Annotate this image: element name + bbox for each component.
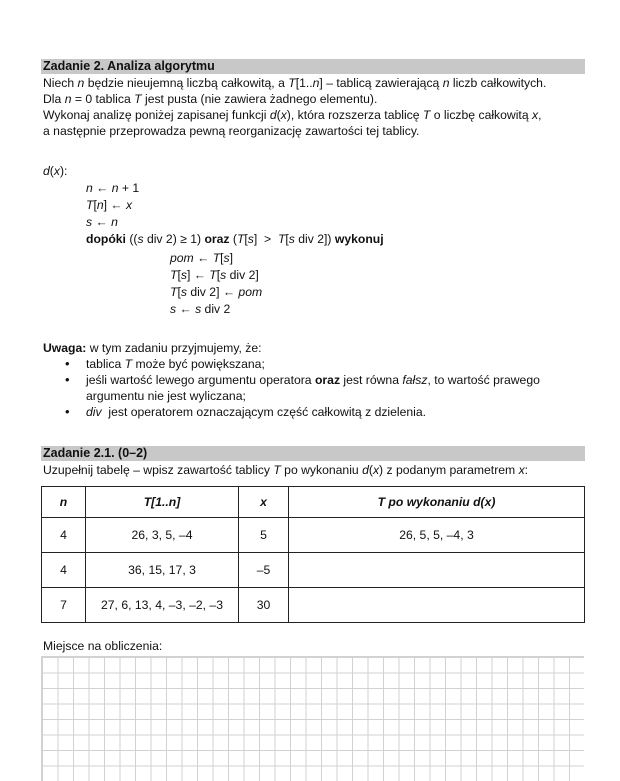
table-row <box>42 588 585 623</box>
cell-x: 5 <box>239 518 289 553</box>
cell-array: 36, 15, 17, 3 <box>86 553 239 588</box>
header-result: T po wykonaniu d(x) <box>289 487 585 518</box>
cell-n: 4 <box>42 518 86 553</box>
table-row <box>42 518 585 553</box>
header-array: T[1..n] <box>86 487 239 518</box>
table-row <box>42 553 585 588</box>
code-line-loop: dopóki ((s div 2) ≥ 1) oraz (T[s] > T[s div 2]) wykonuj <box>86 232 384 246</box>
loop-line-4: s ← s div 2 <box>170 302 231 316</box>
loop-line-1: pom ← T[s] <box>170 251 234 265</box>
code-line-1: n ← n + 1 <box>86 181 140 195</box>
intro-line-4: a następnie przeprowadza pewną reorganizację zawartości tej tablicy. <box>43 124 420 138</box>
cell-n: 4 <box>42 553 86 588</box>
answer-cell[interactable] <box>289 588 585 623</box>
cell-x: –5 <box>239 553 289 588</box>
note-item: • tablica T może być powiększana; <box>60 356 590 372</box>
cell-array: 26, 3, 5, –4 <box>86 518 239 553</box>
cell-result: 26, 5, 5, –4, 3 <box>289 518 585 553</box>
task2-title: Zadanie 2. Analiza algorytmu <box>41 59 585 74</box>
loop-line-3: T[s div 2] ← pom <box>170 285 263 299</box>
loop-line-2: T[s] ← T[s div 2] <box>170 268 259 282</box>
code-line-2: T[n] ← x <box>86 198 133 212</box>
cell-n: 7 <box>42 588 86 623</box>
scratch-grid[interactable] <box>41 656 584 781</box>
answer-table <box>41 486 585 623</box>
intro-line-1: Niech n będzie nieujemną liczbą całkowitą, a T[1..n] – tablicą zawierającą n liczb całkowitych. <box>43 76 547 90</box>
header-n: n <box>42 487 86 518</box>
intro-line-3: Wykonaj analizę poniżej zapisanej funkcji d(x), która rozszerza tablicę T o liczbę całkowitą x, <box>43 108 542 122</box>
answer-cell[interactable] <box>289 553 585 588</box>
code-line-3: s ← n <box>86 215 118 229</box>
note-heading: Uwaga: w tym zadaniu przyjmujemy, że: <box>43 341 262 355</box>
cell-array: 27, 6, 13, 4, –3, –2, –3 <box>86 588 239 623</box>
cell-x: 30 <box>239 588 289 623</box>
note-item: • div jest operatorem oznaczającym część całkowitą z dzielenia. <box>60 404 590 420</box>
table-header-row <box>42 487 585 518</box>
task21-instruction: Uzupełnij tabelę – wpisz zawartość tablicy T po wykonaniu d(x) z podanym parametrem x: <box>43 463 529 477</box>
function-signature: d(x): <box>43 164 68 178</box>
task21-title: Zadanie 2.1. (0–2) <box>41 446 585 461</box>
intro-line-2: Dla n = 0 tablica T jest pusta (nie zawiera żadnego elementu). <box>43 92 378 106</box>
notes-list <box>60 356 590 420</box>
scratch-label: Miejsce na obliczenia: <box>43 639 163 653</box>
note-item: • jeśli wartość lewego argumentu operatora oraz jest równa fałsz, to wartość prawego argumentu nie jest wyliczana; <box>60 372 586 404</box>
header-x: x <box>239 487 289 518</box>
